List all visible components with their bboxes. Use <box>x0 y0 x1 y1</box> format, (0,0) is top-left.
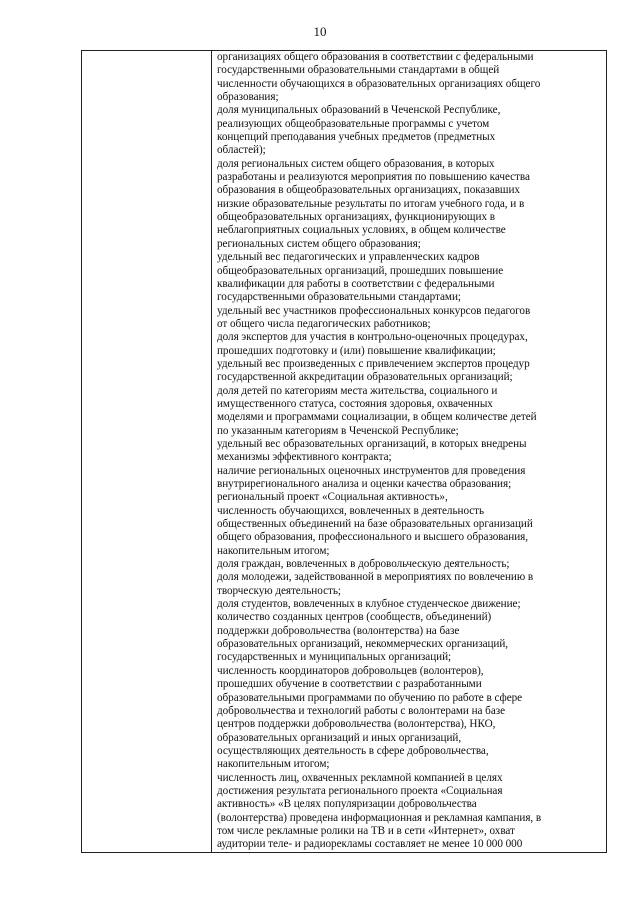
text-line: общественных объединений на базе образовательных организаций <box>217 518 533 531</box>
text-line: общеобразовательных организациях, функционирующих в <box>217 211 495 224</box>
text-line: творческую деятельность; <box>217 584 341 597</box>
text-line: численность лиц, охваченных рекламной компанией в целях <box>217 771 503 784</box>
text-line: накопительным итогом; <box>217 544 330 557</box>
text-line: (волонтерства) проведена информационная и рекламная кампания, в <box>217 811 542 824</box>
table-cell-left <box>82 51 212 853</box>
text-line: численность обучающихся, вовлеченных в деятельность <box>217 504 485 517</box>
text-line: образовательными программами по обучению по работе в сфере <box>217 691 523 704</box>
text-line: поддержки добровольчества (волонтерства) на базе <box>217 624 460 637</box>
text-line: доля детей по категориям места жительства, социального и <box>217 384 498 397</box>
text-line: неблагоприятных социальных условиях, в общем количестве <box>217 224 506 237</box>
text-line: осуществляющих деятельность в сфере добровольчества, <box>217 744 489 757</box>
table-row <box>82 51 607 853</box>
text-line: достижения результата регионального проекта «Социальная <box>217 784 503 797</box>
text-line: образовательных организаций, некоммерческих организаций, <box>217 638 509 651</box>
text-line: низкие образовательные результаты по итогам учебного года, и в <box>217 197 525 210</box>
text-line: областей); <box>217 144 266 157</box>
text-line: общеобразовательных организаций, прошедших повышение <box>217 264 504 277</box>
text-line: количество созданных центров (сообществ, объединений) <box>217 611 492 624</box>
text-line: наличие региональных оценочных инструментов для проведения <box>217 464 526 477</box>
text-line: доля граждан, вовлеченных в добровольческую деятельность; <box>217 558 510 571</box>
text-line: имущественного статуса, состояния здоровья, охваченных <box>217 397 493 410</box>
text-line: разработаны и реализуются мероприятия по повышению качества <box>217 171 530 184</box>
text-line: численность координаторов добровольцев (волонтеров), <box>217 664 484 677</box>
text-line: удельный вес образовательных организаций, в которых внедрены <box>217 437 527 450</box>
text-line: центров поддержки добровольчества (волонтерства), НКО, <box>217 718 496 731</box>
text-line: добровольчества и технологий работы с волонтерами на базе <box>217 704 506 717</box>
text-line: государственных и муниципальных организаций; <box>217 651 452 664</box>
text-line: образовательных организаций и иных организаций, <box>217 731 462 744</box>
content-table <box>81 50 607 853</box>
text-line: доля региональных систем общего образования, в которых <box>217 157 495 170</box>
text-line: общего образования, профессионального и высшего образования, <box>217 531 529 544</box>
text-line: государственными образовательными стандартами в общей <box>217 64 500 77</box>
text-line: активность» «В целях популяризации добровольчества <box>217 798 477 811</box>
text-line: том числе рекламные ролики на ТВ и в сети «Интернет», охват <box>217 824 515 837</box>
page-number: 10 <box>313 24 327 39</box>
text-line: государственными образовательными стандартами; <box>217 291 461 304</box>
text-line: образования в общеобразовательных организациях, показавших <box>217 184 520 197</box>
text-line: от общего числа педагогических работников; <box>217 317 431 330</box>
text-line: удельный вес участников профессиональных конкурсов педагогов <box>217 304 531 317</box>
text-line: доля молодежи, задействованной в мероприятиях по вовлечению в <box>217 571 534 584</box>
text-line: региональный проект «Социальная активность», <box>217 491 448 504</box>
text-line: реализующих общеобразовательные программы с учетом <box>217 117 490 130</box>
text-line: моделями и программами социализации, в общем количестве детей <box>217 411 537 424</box>
text-line: аудитории теле- и радиорекламы составляет не менее 10 000 000 <box>217 838 523 851</box>
table-cell-right <box>212 51 607 853</box>
text-line: организациях общего образования в соответствии с федеральными <box>217 51 534 63</box>
text-line: концепций преподавания учебных предметов (предметных <box>217 131 496 144</box>
text-line: региональных систем общего образования; <box>217 237 421 250</box>
text-line: прошедших подготовку и (или) повышение квалификации; <box>217 344 496 357</box>
text-line: образования; <box>217 91 279 104</box>
text-line: по указанным категориям в Чеченской Республике; <box>217 424 459 437</box>
text-line: численности обучающихся в образовательных организациях общего <box>217 77 541 90</box>
text-line: удельный вес педагогических и управленческих кадров <box>217 251 480 264</box>
text-line: прошедших обучение в соответствии с разработанными <box>217 678 482 691</box>
text-line: накопительным итогом; <box>217 758 330 771</box>
text-line: внутрирегионального анализа и оценки качества образования; <box>217 478 512 490</box>
indicator-list <box>217 51 601 852</box>
text-line: механизмы эффективного контракта; <box>217 451 392 464</box>
text-line: удельный вес произведенных с привлечением экспертов процедур <box>217 357 530 370</box>
text-line: квалификации для работы в соответствии с федеральными <box>217 277 495 290</box>
text-line: доля студентов, вовлеченных в клубное студенческое движение; <box>217 598 521 611</box>
text-line: государственной аккредитации образовательных организаций; <box>217 371 513 384</box>
text-line: доля муниципальных образований в Чеченской Республике, <box>217 104 501 117</box>
text-line: доля экспертов для участия в контрольно-оценочных процедурах, <box>217 331 528 344</box>
